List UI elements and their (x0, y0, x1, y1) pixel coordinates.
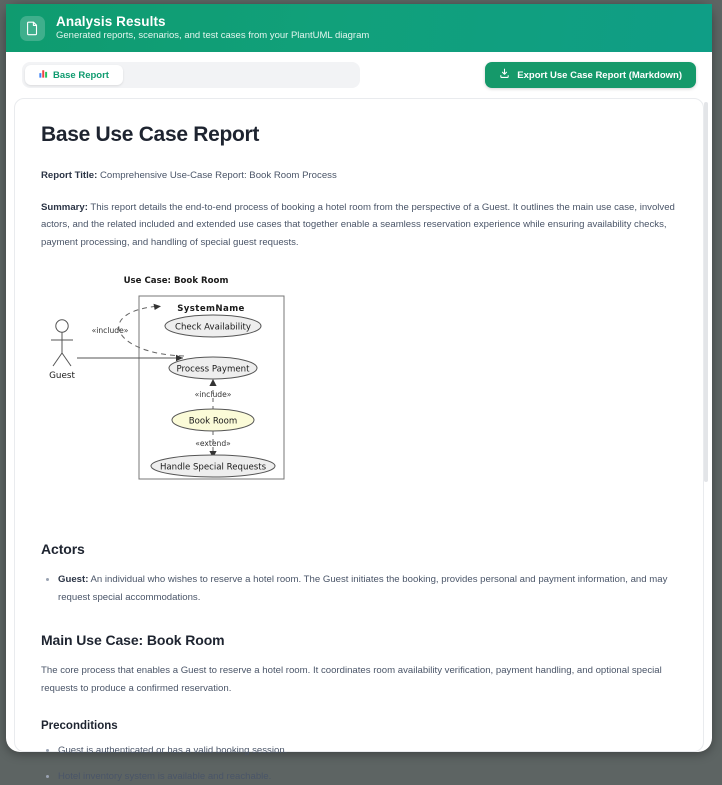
actor-label: Guest (49, 370, 75, 381)
tablist (22, 62, 360, 88)
main-use-case-body: The core process that enables a Guest to reserve a hotel room. It coordinates room availability verification, payment handling, and optional special requests to produce a confirmed reservation. (41, 665, 662, 695)
page-subtitle: Generated reports, scenarios, and test cases from your PlantUML diagram (56, 30, 370, 42)
scrollbar-thumb[interactable] (704, 102, 708, 482)
summary-paragraph (41, 199, 677, 252)
summary-label: Summary: (41, 201, 88, 213)
report-scroll-area[interactable] (6, 98, 712, 782)
page-title: Analysis Results (56, 13, 166, 29)
list-item: Hotel inventory system is available and reachable. (58, 768, 677, 785)
preconditions-heading: Preconditions (41, 719, 118, 732)
extend-label-handle-special-requests: «extend» (195, 438, 231, 448)
report-title-value: Comprehensive Use-Case Report: Book Room Process (100, 170, 337, 181)
app-header (6, 4, 712, 52)
use-case-process-payment (169, 357, 257, 379)
list-item: Guest is authenticated or has a valid booking session. (58, 742, 677, 760)
tab-base-report[interactable] (25, 65, 123, 85)
use-case-check-availability-label: Check Availability (174, 322, 252, 333)
export-button-label: Export Use Case Report (Markdown) (517, 69, 682, 81)
include-label-process-payment: «include» (194, 389, 232, 399)
system-boundary-label: SystemName (177, 303, 245, 314)
report-heading: Base Use Case Report (41, 123, 260, 146)
use-case-check-availability (165, 315, 261, 337)
report-title-line (41, 167, 677, 185)
report-title-label: Report Title: (41, 170, 98, 181)
document-icon (20, 16, 45, 41)
export-use-case-report-button[interactable] (485, 62, 696, 88)
tab-base-report-label: Base Report (53, 69, 109, 81)
use-case-handle-special-requests (151, 455, 275, 477)
actors-list (41, 571, 677, 606)
main-use-case-heading: Main Use Case: Book Room (41, 632, 225, 649)
use-case-diagram (41, 270, 677, 515)
scrollbar-track[interactable] (706, 100, 710, 750)
list-item (58, 571, 677, 606)
use-case-book-room-label: Book Room (188, 416, 238, 427)
bar-chart-icon (39, 69, 48, 81)
use-case-handle-special-requests-label: Handle Special Requests (159, 462, 267, 473)
actors-heading: Actors (41, 540, 85, 557)
report-card (14, 98, 704, 782)
download-icon (499, 68, 510, 82)
actor-name: Guest: (58, 573, 89, 585)
toolbar (6, 52, 712, 98)
use-case-book-room (172, 409, 254, 431)
summary-value: This report details the end-to-end process of booking a hotel room from the perspective of a Guest. It outlines the main use case, involved actors, and the related included and extended use cases that together enable a seamless reservation experience while ensuring availability checks, payment processing, and handling of special guest requests. (41, 201, 675, 249)
header-text-group (56, 14, 369, 42)
preconditions-list (41, 742, 677, 785)
app-window (6, 4, 712, 782)
use-case-process-payment-label: Process Payment (176, 364, 250, 375)
actor-guest (49, 320, 75, 381)
diagram-caption: Use Case: Book Room (123, 275, 229, 286)
actor-description: An individual who wishes to reserve a hotel room. The Guest initiates the booking, provides personal and payment information, and may request special accommodations. (58, 573, 668, 603)
include-label-check-availability: «include» (91, 325, 129, 335)
